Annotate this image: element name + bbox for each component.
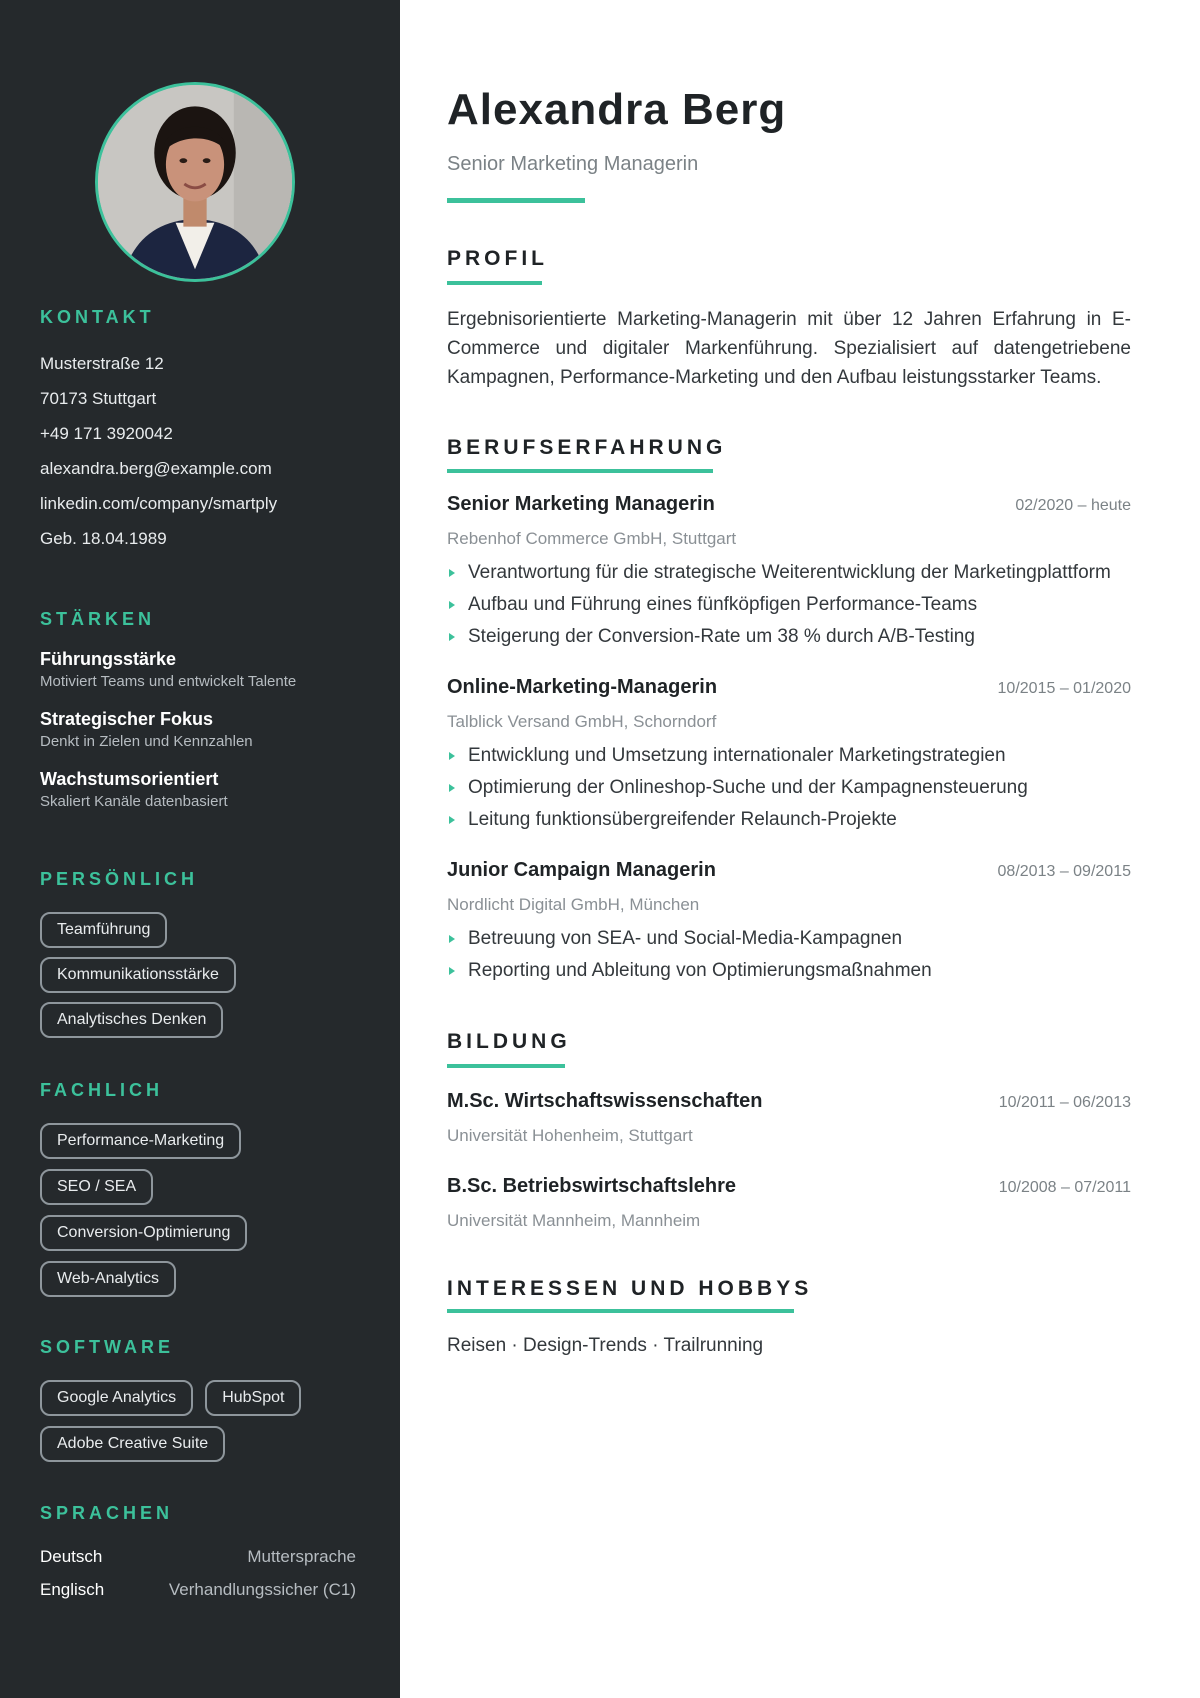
contact-birthdate: Geb. 18.04.1989 <box>40 529 167 548</box>
language-name: Englisch <box>40 1580 105 1599</box>
language-row <box>40 1540 356 1573</box>
job-title: Senior Marketing Managerin <box>447 493 715 515</box>
strength-item <box>40 708 360 752</box>
language-name: Deutsch <box>40 1547 103 1566</box>
person-name: Alexandra Berg <box>447 85 787 134</box>
job-bullet-text: Betreuung von SEA- und Social-Media-Kampagnen <box>468 928 903 949</box>
professional-skills-section <box>40 1080 360 1297</box>
software-section <box>40 1337 360 1462</box>
education-entry <box>447 1090 1131 1152</box>
profile-text: Ergebnisorientierte Marketing-Managerin mit über 12 Jahren Erfahrung in E-Commerce und digitaler Markenführung. Spezialisiert auf datengetriebene Kampagnen, Performance-Marketing und den Aufbau leistungsstarker Teams. <box>447 309 1131 388</box>
title-accent-bar <box>447 198 585 203</box>
bullet-arrow-icon <box>449 752 455 760</box>
contact-section <box>40 307 360 556</box>
bullet-arrow-icon <box>449 967 455 975</box>
language-level: Verhandlungssicher (C1) <box>168 1580 356 1599</box>
skill-tag: Teamführung <box>40 912 167 948</box>
strength-title: Wachstumsorientiert <box>40 769 219 789</box>
job-bullet <box>447 772 1131 804</box>
degree-title: B.Sc. Betriebswirtschaftslehre <box>447 1175 736 1197</box>
job-company: Talblick Versand GmbH, Schorndorf <box>447 712 717 731</box>
portrait-image <box>98 85 292 279</box>
bullet-arrow-icon <box>449 601 455 609</box>
job-bullet <box>447 923 1131 955</box>
bullet-arrow-icon <box>449 816 455 824</box>
job-bullet-text: Reporting und Ableitung von Optimierungsmaßnahmen <box>468 960 932 981</box>
software-tags <box>40 1380 310 1462</box>
contact-list <box>40 346 360 556</box>
profile-heading-bar <box>447 281 542 285</box>
job-title: Junior Campaign Managerin <box>447 859 716 881</box>
strengths-heading: STÄRKEN <box>40 609 156 629</box>
skill-tag: Analytisches Denken <box>40 1002 223 1038</box>
languages-section <box>40 1503 356 1606</box>
skill-tag: Web-Analytics <box>40 1261 176 1297</box>
job-bullet-text: Steigerung der Conversion-Rate um 38 % durch A/B-Testing <box>468 626 975 647</box>
software-tag: Adobe Creative Suite <box>40 1426 225 1462</box>
experience-heading: BERUFSERFAHRUNG <box>447 436 727 459</box>
strength-description: Denkt in Zielen und Kennzahlen <box>40 733 253 750</box>
bullet-arrow-icon <box>449 935 455 943</box>
degree-title: M.Sc. Wirtschaftswissenschaften <box>447 1090 763 1112</box>
job-entry <box>447 859 1131 987</box>
bullet-arrow-icon <box>449 633 455 641</box>
job-bullet-text: Aufbau und Führung eines fünfköpfigen Performance-Teams <box>468 594 978 615</box>
strengths-section <box>40 609 360 812</box>
job-date: 10/2015 – 01/2020 <box>997 680 1131 697</box>
job-company: Nordlicht Digital GmbH, München <box>447 895 700 914</box>
job-bullet-text: Optimierung der Onlineshop-Suche und der Kampagnensteuerung <box>468 777 1028 798</box>
contact-city: 70173 Stuttgart <box>40 389 157 408</box>
language-level: Muttersprache <box>247 1547 356 1566</box>
contact-phone[interactable]: +49 171 3920042 <box>40 424 173 443</box>
strength-item <box>40 768 360 812</box>
school-name: Universität Hohenheim, Stuttgart <box>447 1126 693 1145</box>
job-bullet <box>447 557 1131 589</box>
languages-list <box>40 1540 356 1606</box>
job-title: Online-Marketing-Managerin <box>447 676 718 698</box>
job-date: 02/2020 – heute <box>1015 497 1131 514</box>
skill-tag: Conversion-Optimierung <box>40 1215 247 1251</box>
job-bullets <box>447 557 1131 653</box>
job-entry <box>447 493 1131 653</box>
sidebar <box>0 0 400 1698</box>
personal-skills-section <box>40 869 360 1038</box>
education-entry <box>447 1175 1131 1237</box>
software-tag: HubSpot <box>205 1380 301 1416</box>
personal-skills-tags <box>40 912 360 1038</box>
strength-item <box>40 648 360 692</box>
job-bullets <box>447 923 1131 987</box>
job-bullet <box>447 740 1131 772</box>
contact-email[interactable]: alexandra.berg@example.com <box>40 459 272 478</box>
bullet-arrow-icon <box>449 784 455 792</box>
bullet-arrow-icon <box>449 569 455 577</box>
job-bullets <box>447 740 1131 836</box>
contact-linkedin[interactable]: linkedin.com/company/smartply <box>40 494 278 513</box>
job-entry <box>447 676 1131 836</box>
profile-photo <box>95 82 295 282</box>
contact-street: Musterstraße 12 <box>40 354 164 373</box>
software-tag: Google Analytics <box>40 1380 193 1416</box>
personal-skills-heading: PERSÖNLICH <box>40 869 199 889</box>
language-row <box>40 1573 356 1606</box>
languages-heading: SPRACHEN <box>40 1503 174 1523</box>
interests-heading: INTERESSEN UND HOBBYS <box>447 1277 813 1300</box>
job-bullet <box>447 955 1131 987</box>
job-bullet-text: Leitung funktionsübergreifender Relaunch-Projekte <box>468 809 897 830</box>
job-bullet-text: Verantwortung für die strategische Weiterentwicklung der Marketingplattform <box>468 562 1111 583</box>
school-name: Universität Mannheim, Mannheim <box>447 1211 701 1230</box>
person-title: Senior Marketing Managerin <box>447 153 699 175</box>
contact-heading: KONTAKT <box>40 307 155 327</box>
strength-title: Strategischer Fokus <box>40 709 214 729</box>
education-heading-bar <box>447 1064 565 1068</box>
strength-title: Führungsstärke <box>40 649 177 669</box>
job-bullet <box>447 804 1131 836</box>
professional-skills-tags <box>40 1123 360 1297</box>
interests-text: Reisen · Design-Trends · Trailrunning <box>447 1335 764 1356</box>
strength-description: Skaliert Kanäle datenbasiert <box>40 793 228 810</box>
job-bullet <box>447 621 1131 653</box>
degree-date: 10/2008 – 07/2011 <box>998 1179 1131 1196</box>
degree-date: 10/2011 – 06/2013 <box>998 1094 1131 1111</box>
profile-heading: PROFIL <box>447 247 548 270</box>
software-heading: SOFTWARE <box>40 1337 174 1357</box>
skill-tag: SEO / SEA <box>40 1169 153 1205</box>
experience-heading-bar <box>447 469 713 473</box>
job-date: 08/2013 – 09/2015 <box>997 863 1131 880</box>
education-heading: BILDUNG <box>447 1030 571 1053</box>
job-bullet <box>447 589 1131 621</box>
job-company: Rebenhof Commerce GmbH, Stuttgart <box>447 529 737 548</box>
strength-description: Motiviert Teams und entwickelt Talente <box>40 673 297 690</box>
professional-skills-heading: FACHLICH <box>40 1080 163 1100</box>
skill-tag: Performance-Marketing <box>40 1123 241 1159</box>
skill-tag: Kommunikationsstärke <box>40 957 236 993</box>
job-bullet-text: Entwicklung und Umsetzung internationaler Marketingstrategien <box>468 745 1006 766</box>
interests-heading-bar <box>447 1309 794 1313</box>
